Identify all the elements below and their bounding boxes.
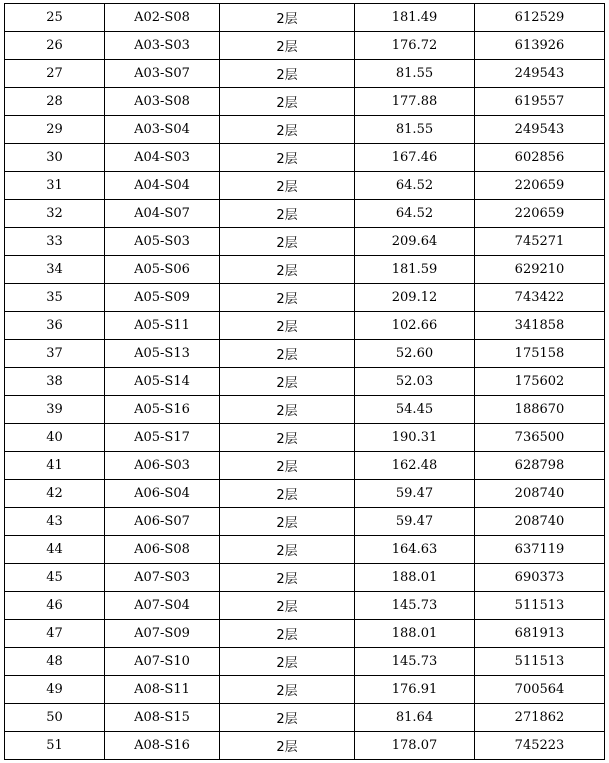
floor-cell: 2层 [220, 32, 355, 60]
floor-cell: 2层 [220, 592, 355, 620]
table-row [5, 452, 605, 480]
row-number-cell: 41 [5, 452, 105, 480]
table-row [5, 88, 605, 116]
unit-code-cell: A04-S07 [105, 200, 220, 228]
price-cell: 637119 [475, 536, 605, 564]
area-cell: 81.55 [355, 116, 475, 144]
area-cell: 81.64 [355, 704, 475, 732]
unit-code-cell: A05-S14 [105, 368, 220, 396]
price-cell: 690373 [475, 564, 605, 592]
price-cell: 249543 [475, 116, 605, 144]
price-cell: 736500 [475, 424, 605, 452]
table-row [5, 676, 605, 704]
unit-code-cell: A03-S08 [105, 88, 220, 116]
unit-code-cell: A06-S04 [105, 480, 220, 508]
unit-code-cell: A06-S08 [105, 536, 220, 564]
floor-cell: 2层 [220, 340, 355, 368]
unit-code-cell: A07-S04 [105, 592, 220, 620]
table-row [5, 200, 605, 228]
unit-code-cell: A04-S04 [105, 172, 220, 200]
row-number-cell: 37 [5, 340, 105, 368]
table-row [5, 228, 605, 256]
floor-cell: 2层 [220, 676, 355, 704]
area-cell: 81.55 [355, 60, 475, 88]
row-number-cell: 29 [5, 116, 105, 144]
floor-cell: 2层 [220, 396, 355, 424]
table-row [5, 256, 605, 284]
floor-cell: 2层 [220, 368, 355, 396]
unit-code-cell: A05-S11 [105, 312, 220, 340]
area-cell: 54.45 [355, 396, 475, 424]
floor-cell: 2层 [220, 620, 355, 648]
area-cell: 64.52 [355, 200, 475, 228]
area-cell: 145.73 [355, 592, 475, 620]
price-cell: 681913 [475, 620, 605, 648]
area-cell: 176.91 [355, 676, 475, 704]
price-cell: 249543 [475, 60, 605, 88]
price-cell: 188670 [475, 396, 605, 424]
area-cell: 181.49 [355, 4, 475, 32]
price-cell: 612529 [475, 4, 605, 32]
area-cell: 181.59 [355, 256, 475, 284]
row-number-cell: 48 [5, 648, 105, 676]
row-number-cell: 42 [5, 480, 105, 508]
unit-code-cell: A02-S08 [105, 4, 220, 32]
table-row [5, 32, 605, 60]
price-cell: 619557 [475, 88, 605, 116]
price-cell: 511513 [475, 648, 605, 676]
area-cell: 188.01 [355, 564, 475, 592]
row-number-cell: 43 [5, 508, 105, 536]
table-row [5, 536, 605, 564]
area-cell: 52.03 [355, 368, 475, 396]
floor-cell: 2层 [220, 564, 355, 592]
area-cell: 59.47 [355, 480, 475, 508]
area-cell: 209.12 [355, 284, 475, 312]
table-row [5, 144, 605, 172]
unit-code-cell: A06-S07 [105, 508, 220, 536]
area-cell: 178.07 [355, 732, 475, 760]
row-number-cell: 50 [5, 704, 105, 732]
floor-cell: 2层 [220, 704, 355, 732]
floor-cell: 2层 [220, 732, 355, 760]
price-cell: 271862 [475, 704, 605, 732]
table-body [5, 4, 605, 760]
unit-code-cell: A06-S03 [105, 452, 220, 480]
price-cell: 175158 [475, 340, 605, 368]
price-cell: 602856 [475, 144, 605, 172]
area-cell: 52.60 [355, 340, 475, 368]
row-number-cell: 27 [5, 60, 105, 88]
floor-cell: 2层 [220, 648, 355, 676]
table-row [5, 116, 605, 144]
unit-code-cell: A07-S09 [105, 620, 220, 648]
unit-code-cell: A05-S06 [105, 256, 220, 284]
unit-code-cell: A05-S03 [105, 228, 220, 256]
price-cell: 220659 [475, 200, 605, 228]
row-number-cell: 36 [5, 312, 105, 340]
row-number-cell: 51 [5, 732, 105, 760]
row-number-cell: 33 [5, 228, 105, 256]
table-row [5, 620, 605, 648]
floor-cell: 2层 [220, 284, 355, 312]
table-row [5, 172, 605, 200]
floor-cell: 2层 [220, 116, 355, 144]
unit-code-cell: A08-S16 [105, 732, 220, 760]
price-cell: 208740 [475, 508, 605, 536]
row-number-cell: 49 [5, 676, 105, 704]
floor-cell: 2层 [220, 480, 355, 508]
price-cell: 220659 [475, 172, 605, 200]
unit-code-cell: A08-S11 [105, 676, 220, 704]
area-cell: 164.63 [355, 536, 475, 564]
table-row [5, 424, 605, 452]
row-number-cell: 38 [5, 368, 105, 396]
price-cell: 629210 [475, 256, 605, 284]
area-cell: 59.47 [355, 508, 475, 536]
row-number-cell: 44 [5, 536, 105, 564]
area-cell: 176.72 [355, 32, 475, 60]
row-number-cell: 25 [5, 4, 105, 32]
row-number-cell: 35 [5, 284, 105, 312]
price-cell: 628798 [475, 452, 605, 480]
row-number-cell: 47 [5, 620, 105, 648]
unit-code-cell: A05-S17 [105, 424, 220, 452]
price-cell: 208740 [475, 480, 605, 508]
row-number-cell: 31 [5, 172, 105, 200]
table-row [5, 480, 605, 508]
table-row [5, 564, 605, 592]
unit-code-cell: A05-S16 [105, 396, 220, 424]
price-cell: 511513 [475, 592, 605, 620]
area-cell: 162.48 [355, 452, 475, 480]
floor-cell: 2层 [220, 60, 355, 88]
floor-cell: 2层 [220, 200, 355, 228]
floor-cell: 2层 [220, 536, 355, 564]
price-cell: 341858 [475, 312, 605, 340]
price-cell: 700564 [475, 676, 605, 704]
table-row [5, 648, 605, 676]
table-row [5, 592, 605, 620]
area-cell: 209.64 [355, 228, 475, 256]
unit-code-cell: A05-S09 [105, 284, 220, 312]
area-cell: 167.46 [355, 144, 475, 172]
unit-code-cell: A07-S10 [105, 648, 220, 676]
area-cell: 102.66 [355, 312, 475, 340]
floor-cell: 2层 [220, 452, 355, 480]
floor-cell: 2层 [220, 172, 355, 200]
unit-code-cell: A05-S13 [105, 340, 220, 368]
unit-code-cell: A03-S03 [105, 32, 220, 60]
price-cell: 745223 [475, 732, 605, 760]
floor-cell: 2层 [220, 508, 355, 536]
area-cell: 177.88 [355, 88, 475, 116]
table-row [5, 368, 605, 396]
row-number-cell: 39 [5, 396, 105, 424]
table-row [5, 704, 605, 732]
unit-code-cell: A04-S03 [105, 144, 220, 172]
price-cell: 745271 [475, 228, 605, 256]
row-number-cell: 40 [5, 424, 105, 452]
floor-cell: 2层 [220, 88, 355, 116]
unit-price-table [4, 3, 605, 760]
row-number-cell: 26 [5, 32, 105, 60]
price-cell: 743422 [475, 284, 605, 312]
floor-cell: 2层 [220, 312, 355, 340]
table-row [5, 284, 605, 312]
floor-cell: 2层 [220, 144, 355, 172]
area-cell: 64.52 [355, 172, 475, 200]
table-row [5, 312, 605, 340]
price-cell: 613926 [475, 32, 605, 60]
row-number-cell: 32 [5, 200, 105, 228]
unit-code-cell: A08-S15 [105, 704, 220, 732]
table-row [5, 732, 605, 760]
table-row [5, 396, 605, 424]
floor-cell: 2层 [220, 228, 355, 256]
unit-code-cell: A07-S03 [105, 564, 220, 592]
row-number-cell: 34 [5, 256, 105, 284]
unit-code-cell: A03-S04 [105, 116, 220, 144]
row-number-cell: 28 [5, 88, 105, 116]
floor-cell: 2层 [220, 4, 355, 32]
table-row [5, 508, 605, 536]
table-row [5, 4, 605, 32]
area-cell: 188.01 [355, 620, 475, 648]
area-cell: 190.31 [355, 424, 475, 452]
table-row [5, 340, 605, 368]
unit-code-cell: A03-S07 [105, 60, 220, 88]
row-number-cell: 30 [5, 144, 105, 172]
floor-cell: 2层 [220, 424, 355, 452]
row-number-cell: 46 [5, 592, 105, 620]
row-number-cell: 45 [5, 564, 105, 592]
area-cell: 145.73 [355, 648, 475, 676]
price-cell: 175602 [475, 368, 605, 396]
table-row [5, 60, 605, 88]
floor-cell: 2层 [220, 256, 355, 284]
